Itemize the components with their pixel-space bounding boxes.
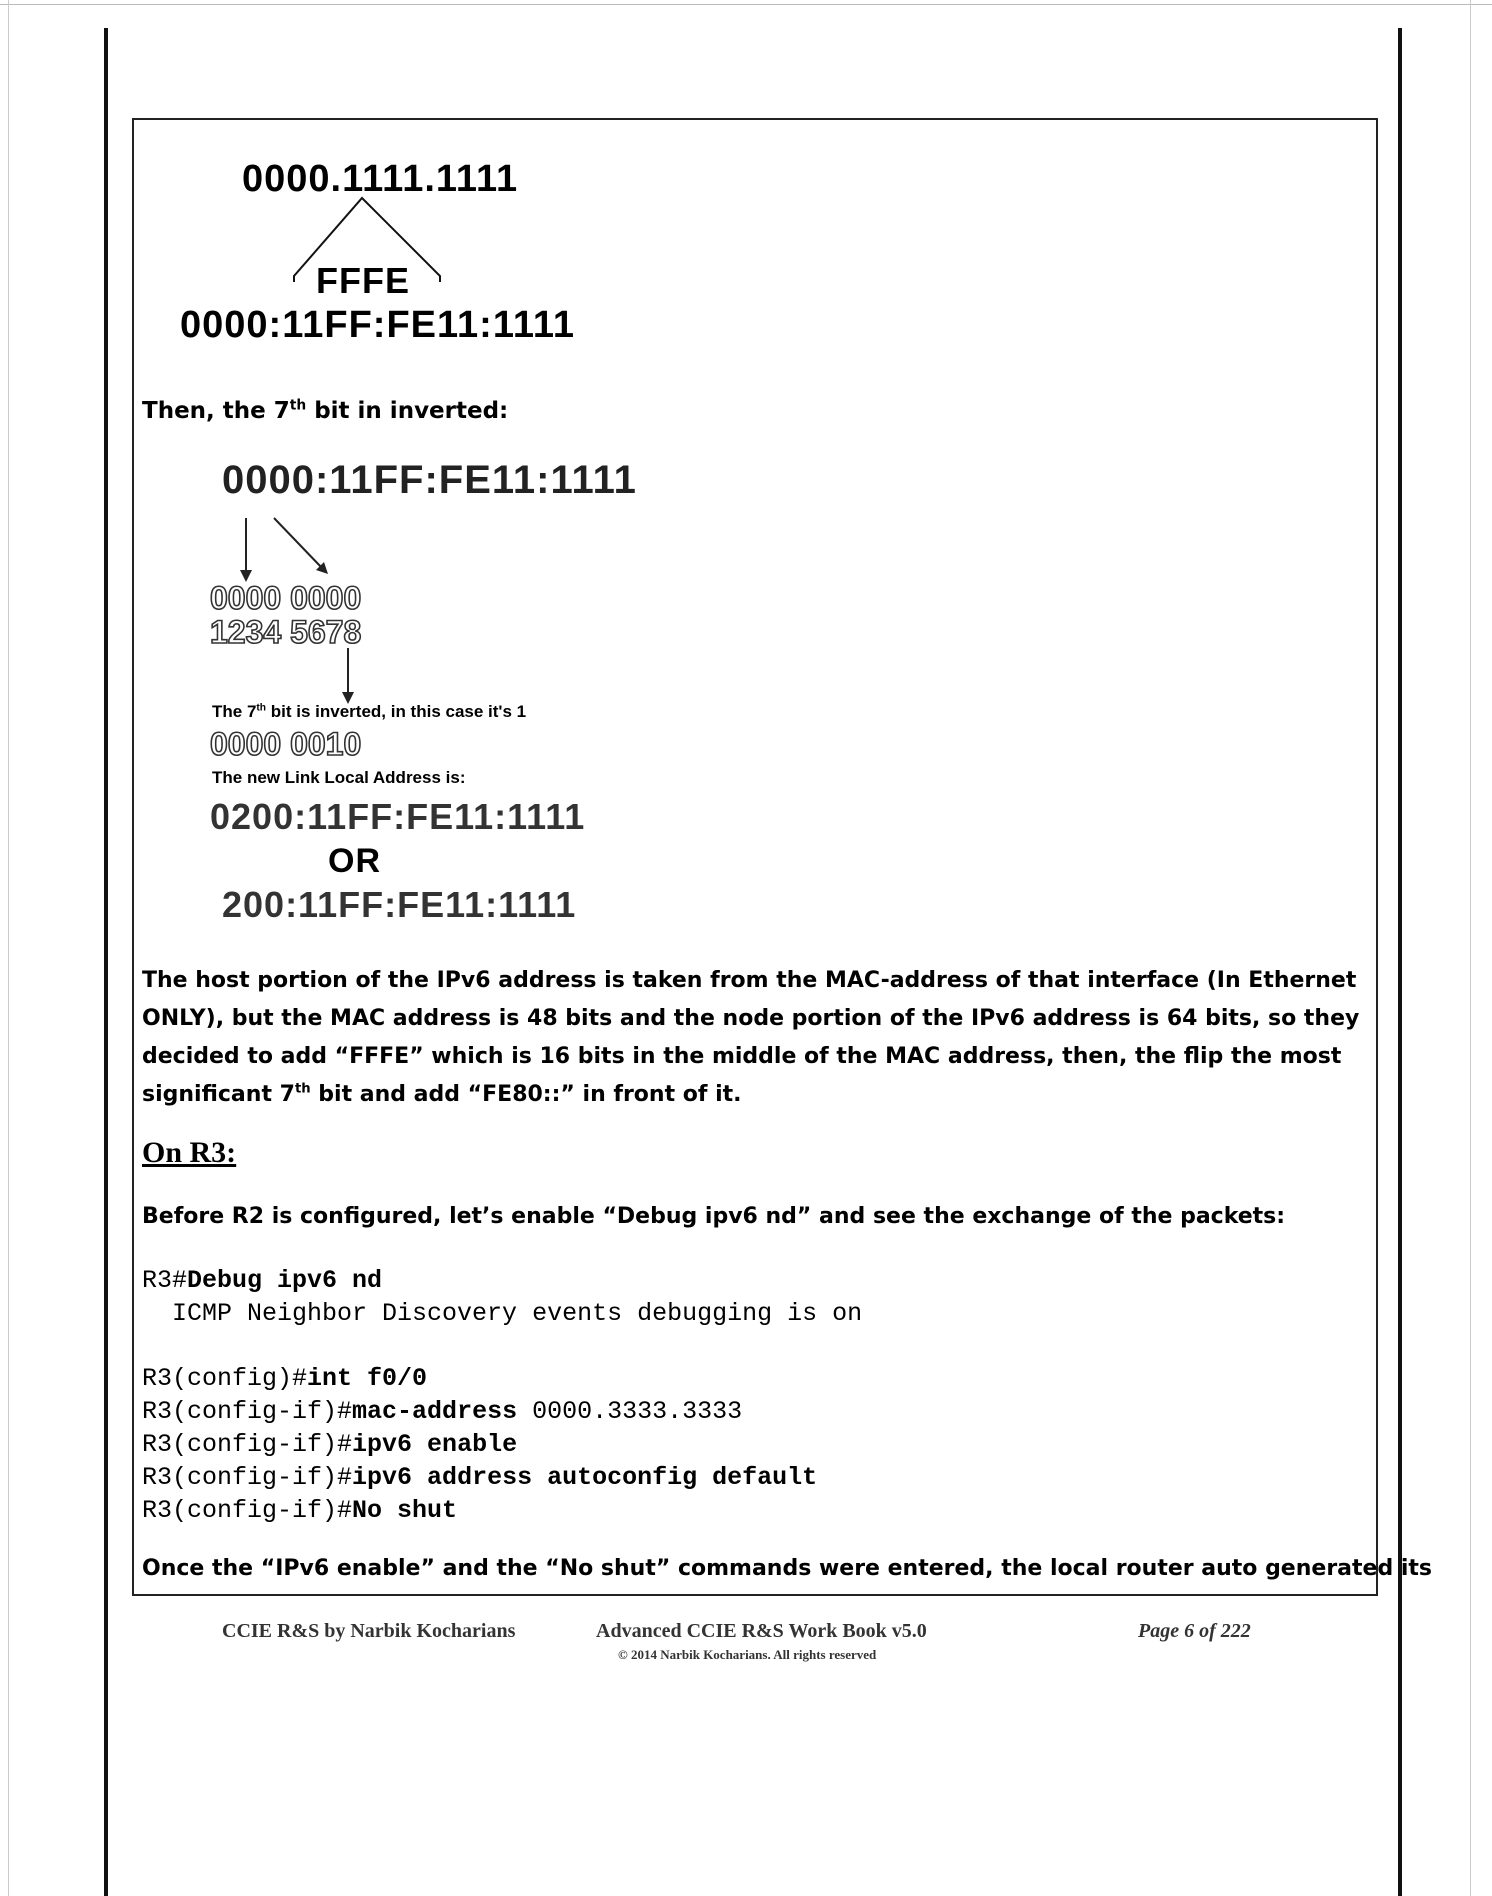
- eui64-result-label: 0000:11FF:FE11:1111: [180, 304, 576, 346]
- down-arrow: [338, 646, 358, 708]
- lla-full: 0200:11FF:FE11:1111: [210, 796, 586, 837]
- code-block-config: [142, 1362, 817, 1527]
- explanation-paragraph: The host portion of the IPv6 address is taken from the MAC-address of that interface (In Ethernet ONLY), but the MAC address is 48 bits and the node portion of the IPv6 address is 64 bits, so they decided to add “FFFE” which is 16 bits in the middle of the MAC address, then, the flip the most significant 7th bit and add “FE80::” in front of it.: [142, 968, 1360, 1107]
- page-left-rule: [104, 28, 108, 1896]
- lla-short: 200:11FF:FE11:1111: [222, 884, 577, 925]
- page-right-rule: [1398, 28, 1402, 1896]
- code-line: R3(config-if)#mac-address 0000.3333.3333: [142, 1397, 743, 1426]
- scan-right-edge: [1470, 0, 1471, 1896]
- bit-arrows: [230, 516, 350, 586]
- closing-text: Once the “IPv6 enable” and the “No shut” commands were entered, the local router auto generated its: [142, 1556, 1433, 1581]
- code-line: R3(config-if)#ipv6 enable: [142, 1430, 518, 1459]
- eui64-address-label: 0000:11FF:FE11:1111: [222, 458, 637, 502]
- bit-inverted-note: The 7th bit is inverted, in this case it's 1: [212, 702, 527, 721]
- new-bits-row: 0000 0010: [210, 726, 362, 762]
- section-intro: Before R2 is configured, let’s enable “Debug ipv6 nd” and see the exchange of the packets:: [142, 1204, 1286, 1229]
- footer-page-number: Page 6 of 222: [1138, 1620, 1251, 1642]
- footer-copyright: © 2014 Narbik Kocharians. All rights reserved: [618, 1647, 877, 1662]
- code-line: R3(config-if)#No shut: [142, 1496, 458, 1525]
- footer-author: CCIE R&S by Narbik Kocharians: [222, 1620, 516, 1642]
- bits-row: 0000 0000: [210, 580, 362, 616]
- scan-left-edge: [8, 0, 9, 1896]
- code-line: R3#Debug ipv6 nd: [142, 1266, 383, 1295]
- scan-top-edge: [0, 4, 1492, 5]
- code-line: R3(config-if)#ipv6 address autoconfig default: [142, 1463, 818, 1492]
- footer-book-title: Advanced CCIE R&S Work Book v5.0: [596, 1620, 927, 1642]
- mac-address-label: 0000.1111.1111: [242, 158, 519, 200]
- new-lla-label: The new Link Local Address is:: [212, 768, 466, 787]
- code-block-debug: [142, 1264, 862, 1330]
- fffe-insert-label: FFFE: [316, 260, 410, 301]
- code-line: R3(config)#int f0/0: [142, 1364, 428, 1393]
- section-heading: On R3:: [142, 1136, 237, 1169]
- or-label: OR: [328, 842, 381, 880]
- code-line: ICMP Neighbor Discovery events debugging is on: [142, 1299, 863, 1328]
- bit-index-row: 1234 5678: [210, 614, 362, 650]
- step-intro-text: Then, the 7th bit in inverted:: [142, 397, 509, 424]
